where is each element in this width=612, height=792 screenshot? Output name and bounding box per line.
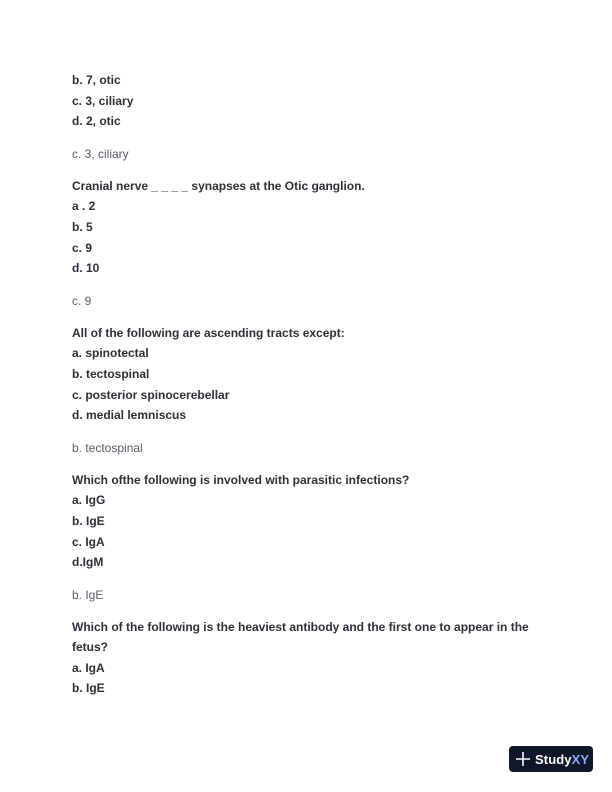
- question-block-1: [72, 176, 542, 311]
- answer: b. IgE: [72, 587, 104, 602]
- brand-name-accent: XY: [571, 751, 590, 767]
- answer: c. 9: [72, 293, 92, 308]
- option: d. 10: [72, 261, 100, 276]
- question-block-prev: [72, 70, 542, 164]
- question-block-4: [72, 617, 542, 699]
- option: a. IgA: [72, 660, 105, 675]
- question-block-3: [72, 470, 542, 605]
- plus-sparkle-icon: [516, 752, 530, 766]
- option: b. IgE: [72, 681, 105, 696]
- option: a. IgG: [72, 493, 106, 508]
- question-block-2: [72, 323, 542, 458]
- option: d. medial lemniscus: [72, 408, 187, 423]
- option: d. 2, otic: [72, 114, 121, 129]
- question-text: Which of the following is the heaviest antibody and the first one to appear in the: [72, 619, 529, 634]
- answer: c. 3, ciliary: [72, 146, 129, 161]
- question-text: Cranial nerve _ _ _ _ synapses at the Otic ganglion.: [72, 178, 365, 193]
- document-body: [72, 70, 542, 699]
- option: b. 5: [72, 219, 93, 234]
- question-text: All of the following are ascending tracts except:: [72, 325, 345, 340]
- option: b. tectospinal: [72, 366, 150, 381]
- option: a . 2: [72, 199, 96, 214]
- option: a. spinotectal: [72, 346, 149, 361]
- studyxy-logo-badge[interactable]: [509, 746, 593, 772]
- question-text-continued: fetus?: [72, 640, 108, 655]
- option: d.IgM: [72, 555, 104, 570]
- option: c. 3, ciliary: [72, 93, 134, 108]
- option: c. posterior spinocerebellar: [72, 387, 230, 402]
- option: c. IgA: [72, 534, 105, 549]
- option: c. 9: [72, 240, 93, 255]
- option: b. IgE: [72, 513, 105, 528]
- brand-name: [535, 752, 589, 767]
- brand-name-main: Study: [535, 751, 572, 767]
- answer: b. tectospinal: [72, 440, 143, 455]
- question-text: Which ofthe following is involved with parasitic infections?: [72, 472, 410, 487]
- option: b. 7, otic: [72, 73, 121, 87]
